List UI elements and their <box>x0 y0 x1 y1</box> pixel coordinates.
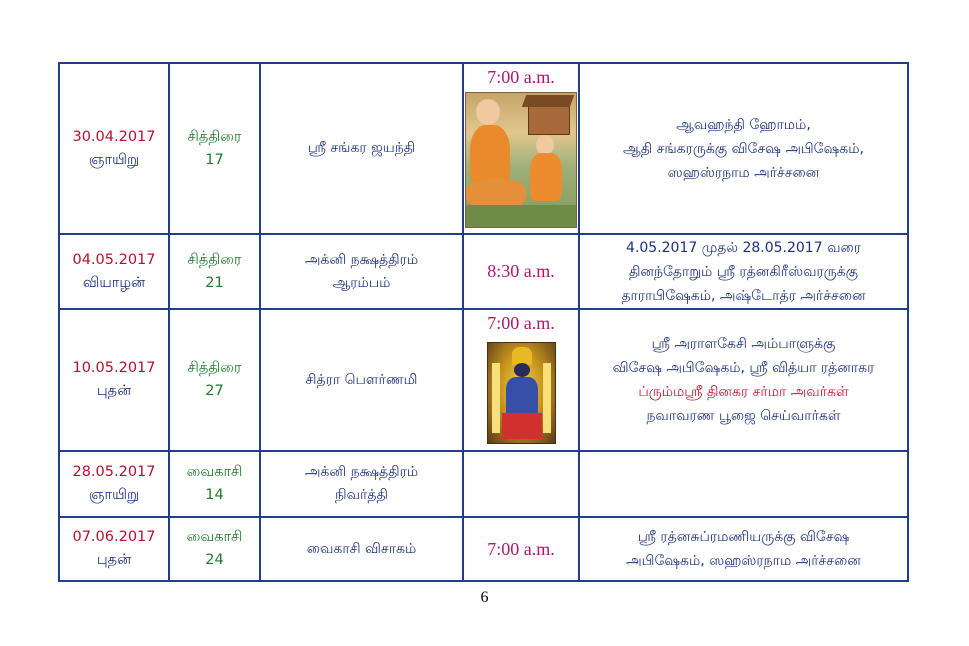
page-number: 6 <box>480 589 489 606</box>
event-text: நிவர்த்தி <box>335 487 388 503</box>
detail-line-highlight: ப்ரும்மஸ்ரீ தினகர சர்மா அவர்கள் <box>638 384 849 400</box>
tamil-month-text: சித்திரை <box>187 251 242 268</box>
tamil-month-cell <box>169 309 260 451</box>
weekday-text: ஞாயிறு <box>88 151 140 168</box>
time-text: 8:30 a.m. <box>487 261 555 281</box>
time-cell <box>463 63 579 234</box>
date-text: 28.05.2017 <box>72 464 156 480</box>
details-cell <box>579 451 908 517</box>
date-text: 10.05.2017 <box>72 360 156 376</box>
date-cell <box>59 309 169 451</box>
weekday-text: புதன் <box>96 552 132 568</box>
detail-line: ஸ்ரீ ரத்னசுப்ரமணியருக்கு விசேஷ <box>637 529 850 545</box>
time-text: 7:00 a.m. <box>487 67 555 87</box>
time-cell <box>463 517 579 581</box>
date-cell <box>59 63 169 234</box>
event-text: சித்ரா பௌர்ணமி <box>305 371 418 388</box>
tamil-month-text: சித்திரை <box>187 360 242 376</box>
detail-line: ஆவஹந்தி ஹோமம், <box>676 116 811 133</box>
tamil-month-cell <box>169 517 260 581</box>
tamil-day-text: 24 <box>205 552 224 568</box>
time-text: 7:00 a.m. <box>487 313 555 333</box>
tamil-day-text: 27 <box>205 383 224 399</box>
table-row <box>59 63 908 234</box>
event-cell <box>260 451 463 517</box>
details-cell <box>579 309 908 451</box>
details-cell <box>579 63 908 234</box>
tamil-month-text: வைகாசி <box>186 529 243 545</box>
adi-shankara-painting <box>465 92 577 228</box>
event-text: அக்னி நக்ஷத்திரம் <box>304 251 419 268</box>
date-cell <box>59 234 169 309</box>
event-text: ஆரம்பம் <box>332 274 391 291</box>
weekday-text: புதன் <box>96 383 132 399</box>
detail-line: ஸஹஸ்ரநாம அர்ச்சனை <box>667 164 820 181</box>
date-text: 04.05.2017 <box>72 251 156 268</box>
event-cell <box>260 63 463 234</box>
goddess-idol-photo <box>487 342 556 444</box>
tamil-day-text: 17 <box>205 151 224 168</box>
event-text: ஸ்ரீ சங்கர ஜயந்தி <box>307 140 416 156</box>
event-text: வைகாசி விசாகம் <box>306 540 417 557</box>
time-cell <box>463 234 579 309</box>
tamil-month-cell <box>169 63 260 234</box>
time-cell <box>463 309 579 451</box>
detail-line: அபிஷேகம், ஸஹஸ்ரநாம அர்ச்சனை <box>626 553 861 569</box>
weekday-text: வியாழன் <box>82 274 146 291</box>
event-cell <box>260 309 463 451</box>
event-cell <box>260 234 463 309</box>
tamil-month-cell <box>169 451 260 517</box>
tamil-day-text: 14 <box>205 487 224 503</box>
date-text: 30.04.2017 <box>72 128 156 145</box>
table-row <box>59 451 908 517</box>
time-text: 7:00 a.m. <box>487 538 555 559</box>
event-cell <box>260 517 463 581</box>
schedule-table <box>58 62 909 582</box>
detail-line: ஸ்ரீ அராளகேசி அம்பாளுக்கு <box>651 336 836 352</box>
table-row <box>59 309 908 451</box>
detail-line: நவாவரண பூஜை செய்வார்கள் <box>646 408 841 424</box>
weekday-text: ஞாயிறு <box>88 487 140 503</box>
details-cell <box>579 517 908 581</box>
detail-line: 4.05.2017 முதல் 28.05.2017 வரை <box>626 239 861 256</box>
tamil-month-text: வைகாசி <box>186 464 243 480</box>
detail-line: தாராபிஷேகம், அஷ்டோத்ர அர்ச்சனை <box>621 287 866 304</box>
tamil-month-text: சித்திரை <box>187 128 242 145</box>
detail-line: ஆதி சங்கரருக்கு விசேஷ அபிஷேகம், <box>623 140 864 157</box>
detail-line: விசேஷ அபிஷேகம், ஸ்ரீ வித்யா ரத்னாகர <box>612 360 875 376</box>
tamil-month-cell <box>169 234 260 309</box>
detail-line: தினந்தோறும் ஸ்ரீ ரத்னகிரீஸ்வரருக்கு <box>628 263 859 280</box>
table-row <box>59 517 908 581</box>
table-row <box>59 234 908 309</box>
event-text: அக்னி நக்ஷத்திரம் <box>304 464 419 480</box>
date-cell <box>59 517 169 581</box>
date-cell <box>59 451 169 517</box>
date-text: 07.06.2017 <box>72 529 156 545</box>
details-cell <box>579 234 908 309</box>
tamil-day-text: 21 <box>205 274 224 291</box>
time-cell <box>463 451 579 517</box>
